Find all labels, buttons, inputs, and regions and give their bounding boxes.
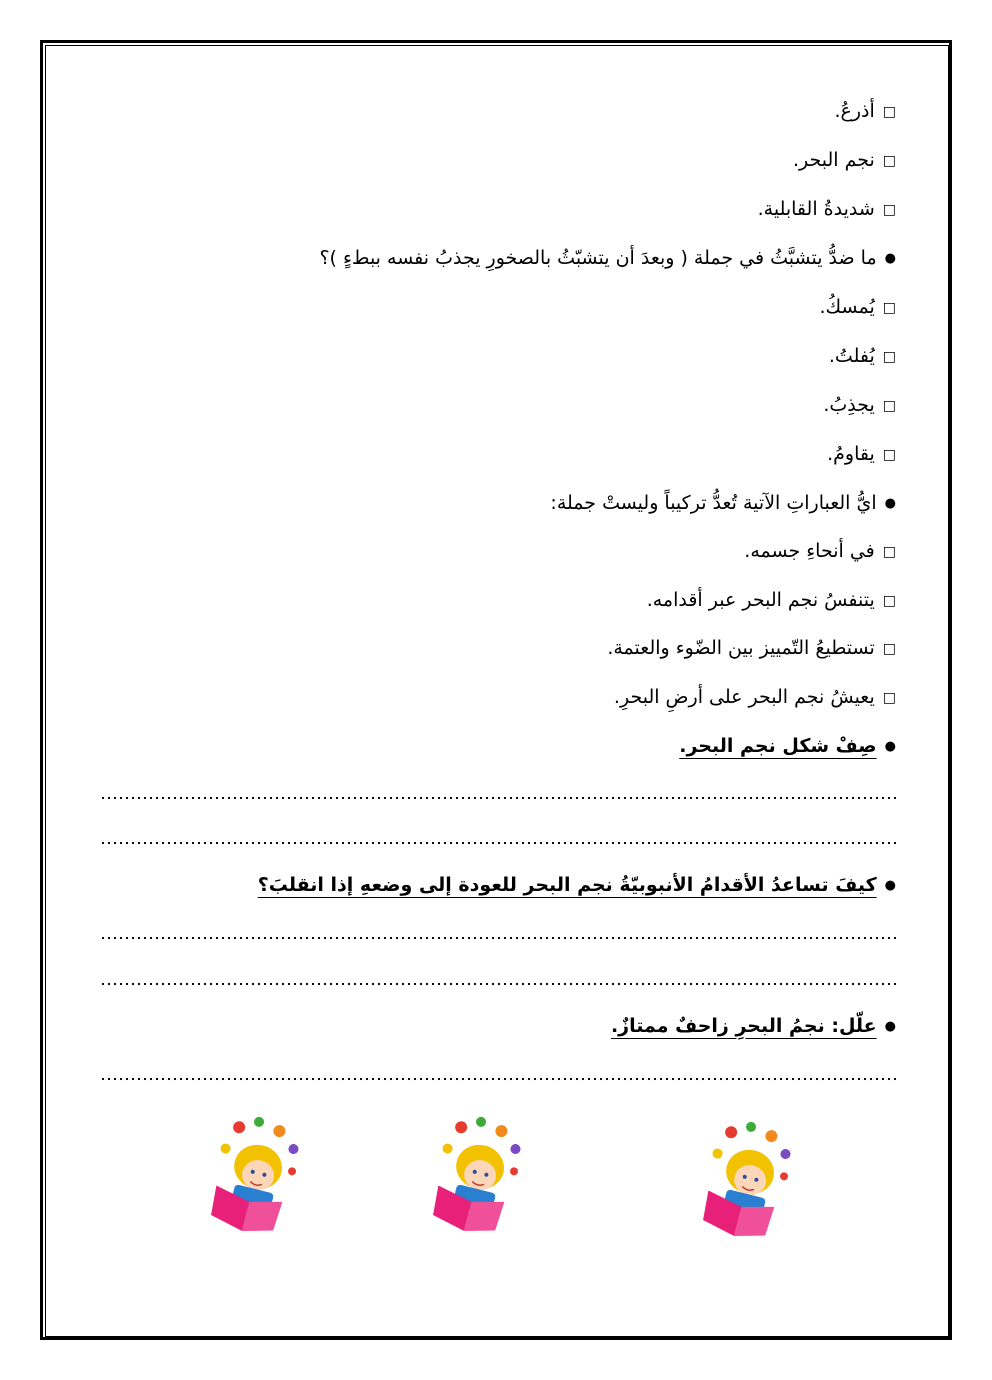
option-hold: □يُمسكُ.: [819, 294, 896, 321]
option-light-dark: □تستطيعُ التّمييز بين الضّوء والعتمة.: [607, 635, 896, 662]
checkbox-icon[interactable]: □: [882, 593, 896, 609]
question-opposite: ●ما ضدُّ يتشبَّثُ في جملة ( وبعدَ أن يتشبّثُ بالصخورِ يجذبُ نفسه ببطءٍ )؟: [319, 245, 896, 272]
answer-line[interactable]: [100, 841, 896, 845]
answer-line[interactable]: [100, 936, 896, 940]
checkbox-icon[interactable]: □: [882, 300, 896, 316]
checkbox-icon[interactable]: □: [882, 104, 896, 120]
question-how: ●كيفَ تساعدُ الأقدامُ الأنبوبيّةُ نجم البحر للعودة إلى وضعهِ إذا انقلبَ؟: [258, 872, 896, 899]
option-release: □يُفلتُ.: [829, 343, 896, 370]
question-explain: ●علّل: نجمُ البحرِ زاحفٌ ممتازٌ.: [611, 1013, 896, 1040]
checkbox-icon[interactable]: □: [882, 202, 896, 218]
bullet-icon: ●: [884, 496, 896, 511]
option-lives-sea-floor: □يعيشُ نجم البحر على أرضِ البحرِ.: [614, 684, 896, 711]
checkbox-icon[interactable]: □: [882, 447, 896, 463]
kid-reading-icon: [420, 1110, 530, 1240]
checkbox-icon[interactable]: □: [882, 690, 896, 706]
option-high-ability: □شديدةُ القابلية.: [758, 196, 896, 223]
option-breathes: □يتنفسُ نجم البحر عبر أقدامه.: [647, 587, 896, 614]
kid-reading-icon: [198, 1110, 308, 1240]
bullet-icon: ●: [884, 739, 896, 754]
checkbox-icon[interactable]: □: [882, 398, 896, 414]
answer-line[interactable]: [100, 1077, 896, 1081]
checkbox-icon[interactable]: □: [882, 349, 896, 365]
answer-line[interactable]: [100, 982, 896, 986]
checkbox-icon[interactable]: □: [882, 641, 896, 657]
option-arms: □أذرعُ.: [834, 98, 896, 125]
checkbox-icon[interactable]: □: [882, 544, 896, 560]
bullet-icon: ●: [884, 878, 896, 893]
option-starfish: □نجم البحر.: [793, 147, 896, 174]
question-phrase: ●ايُّ العباراتِ الآتية تُعدُّ تركيباً وليستْ جملة:: [550, 490, 896, 517]
checkbox-icon[interactable]: □: [882, 153, 896, 169]
option-body-parts: □في أنحاءِ جسمه.: [744, 538, 896, 565]
question-describe: ●صِفْ شكل نجم البحر.: [679, 733, 896, 760]
kid-reading-icon: [690, 1115, 800, 1245]
answer-line[interactable]: [100, 796, 896, 800]
bullet-icon: ●: [884, 251, 896, 266]
option-pull: □يجذِبُ.: [823, 392, 896, 419]
option-resist: □يقاومُ.: [827, 441, 896, 468]
bullet-icon: ●: [884, 1019, 896, 1034]
